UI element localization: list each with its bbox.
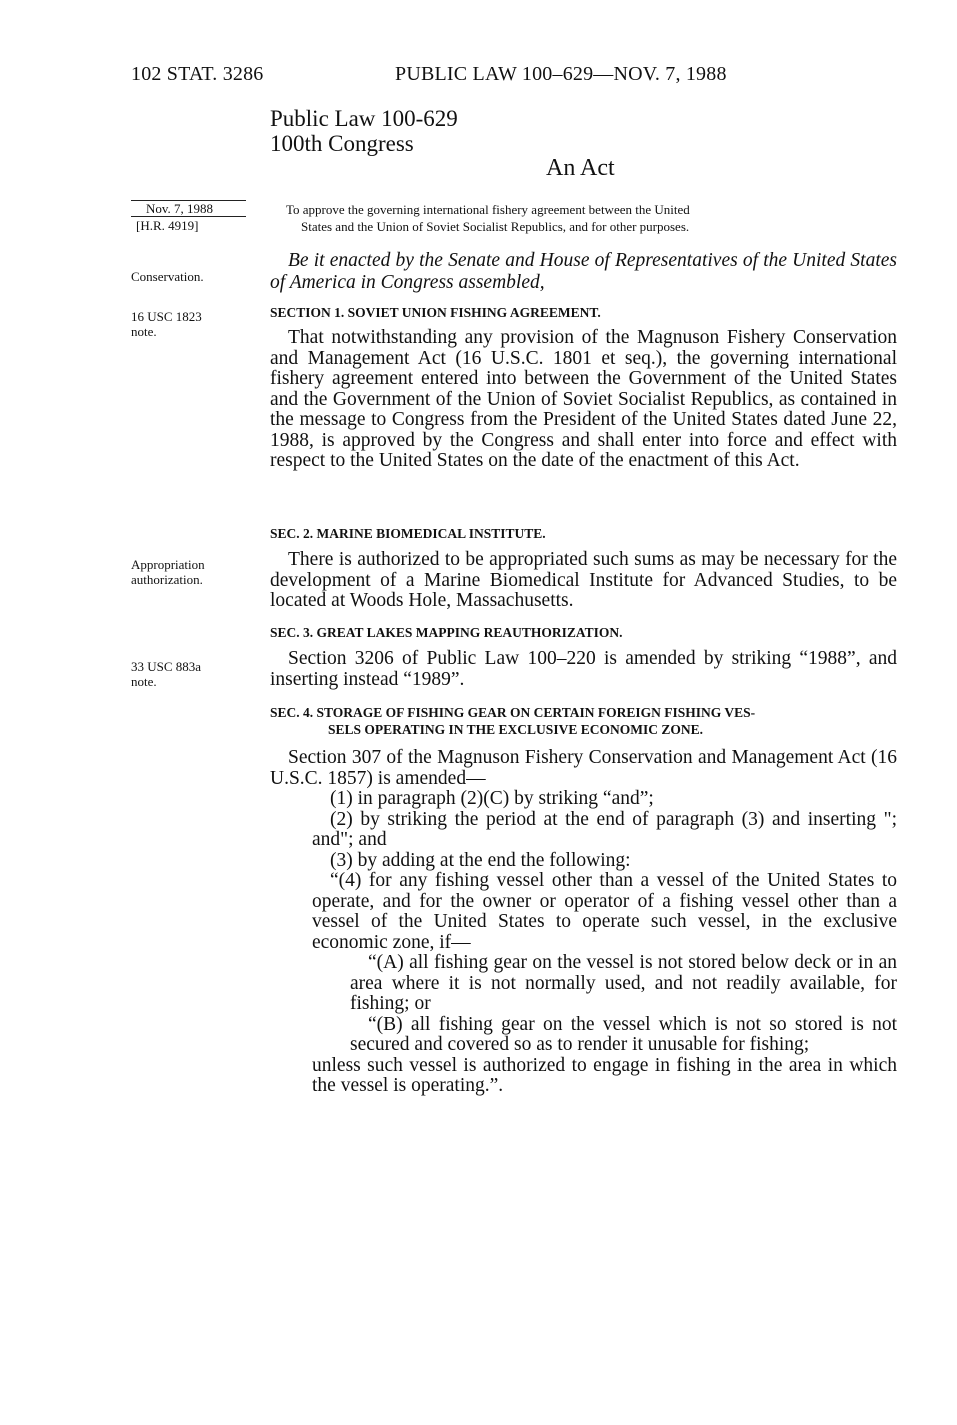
sidebar-authorization: authorization. (131, 572, 203, 587)
public-law-title: Public Law 100-629 (270, 106, 458, 131)
sidebar-usc-883a-note: note. (131, 674, 157, 689)
section-4-heading-line-2: SELS OPERATING IN THE EXCLUSIVE ECONOMIC ZONE. (328, 722, 703, 737)
sidebar-conservation: Conservation. (131, 269, 204, 284)
purpose-line-2: States and the Union of Soviet Socialist Republics, and for other purposes. (301, 219, 690, 234)
purpose-line-1: To approve the governing international fishery agreement between the United (286, 202, 690, 217)
section-4-item-2: (2) by striking the period at the end of paragraph (3) and inserting "; and"; and (312, 808, 897, 850)
act-title: An Act (546, 155, 615, 181)
sidebar-bill: [H.R. 4919] (136, 218, 199, 233)
section-2-heading: SEC. 2. MARINE BIOMEDICAL INSTITUTE. (270, 526, 546, 541)
law-reference: PUBLIC LAW 100–629—NOV. 7, 1988 (395, 63, 727, 85)
section-1-text: That notwithstanding any provision of the Magnuson Fishery Conservation and Management Act (16 U.S.C. 1801 et seq.), the governing international fishery agreement entered into between the Government of the United States and the Government of the Union of Soviet Socialist Republics, as contained in the message to Congress from the President of the United States dated June 22, 1988, is approved by the Congress and shall enter into force and effect with respect to the United States on the date of the enactment of this Act. (270, 327, 897, 471)
section-4-item-1: (1) in paragraph (2)(C) by striking “and”; (330, 788, 654, 809)
sidebar-rule-bottom (131, 216, 246, 217)
section-4-quote-paragraph-4: “(4) for any fishing vessel other than a vessel of the United States to operate, and for the owner or operator of a fishing vessel other than a vessel of the United States to operate such vessel, in the exclusive economic zone, if— (312, 870, 897, 953)
congress-title: 100th Congress (270, 131, 414, 156)
enacting-clause: Be it enacted by the Senate and House of Representatives of the United States of America in Congress assembled, (270, 250, 897, 293)
sidebar-date: Nov. 7, 1988 (146, 201, 214, 216)
section-2-text: There is authorized to be appropriated such sums as may be necessary for the development of a Marine Biomedical Institute for Advanced Studies, to be located at Woods Hole, Massachusetts. (270, 549, 897, 611)
section-3-text: Section 3206 of Public Law 100–220 is amended by striking “1988”, and inserting instead “1989”. (270, 648, 897, 690)
sidebar-usc-883a: 33 USC 883a (131, 659, 202, 674)
page-reference: 102 STAT. 3286 (131, 63, 264, 85)
section-4-items (270, 789, 897, 1097)
section-4-closing: unless such vessel is authorized to engage in fishing in the area in which the vessel is operating.”. (312, 1054, 897, 1096)
section-1-heading: SECTION 1. SOVIET UNION FISHING AGREEMENT. (270, 305, 601, 320)
section-3-heading: SEC. 3. GREAT LAKES MAPPING REAUTHORIZATION. (270, 625, 623, 640)
sidebar-usc-1823: 16 USC 1823 (131, 309, 202, 324)
section-4-heading-line-1: SEC. 4. STORAGE OF FISHING GEAR ON CERTAIN FOREIGN FISHING VES- (270, 705, 756, 720)
section-4-text: Section 307 of the Magnuson Fishery Conservation and Management Act (16 U.S.C. 1857) is amended— (270, 747, 897, 789)
sidebar-usc-1823-note: note. (131, 324, 157, 339)
section-4-item-3: (3) by adding at the end the following: (330, 849, 631, 871)
sidebar-appropriation: Appropriation (131, 557, 205, 572)
section-4-quote-subparagraph-b: “(B) all fishing gear on the vessel which is not so stored is not secured and covered so as to render it unusable for fishing; (350, 1013, 897, 1055)
section-4-quote-subparagraph-a: “(A) all fishing gear on the vessel is not stored below deck or in an area where it is not normally used, and not readily available, for fishing; or (350, 952, 897, 1014)
